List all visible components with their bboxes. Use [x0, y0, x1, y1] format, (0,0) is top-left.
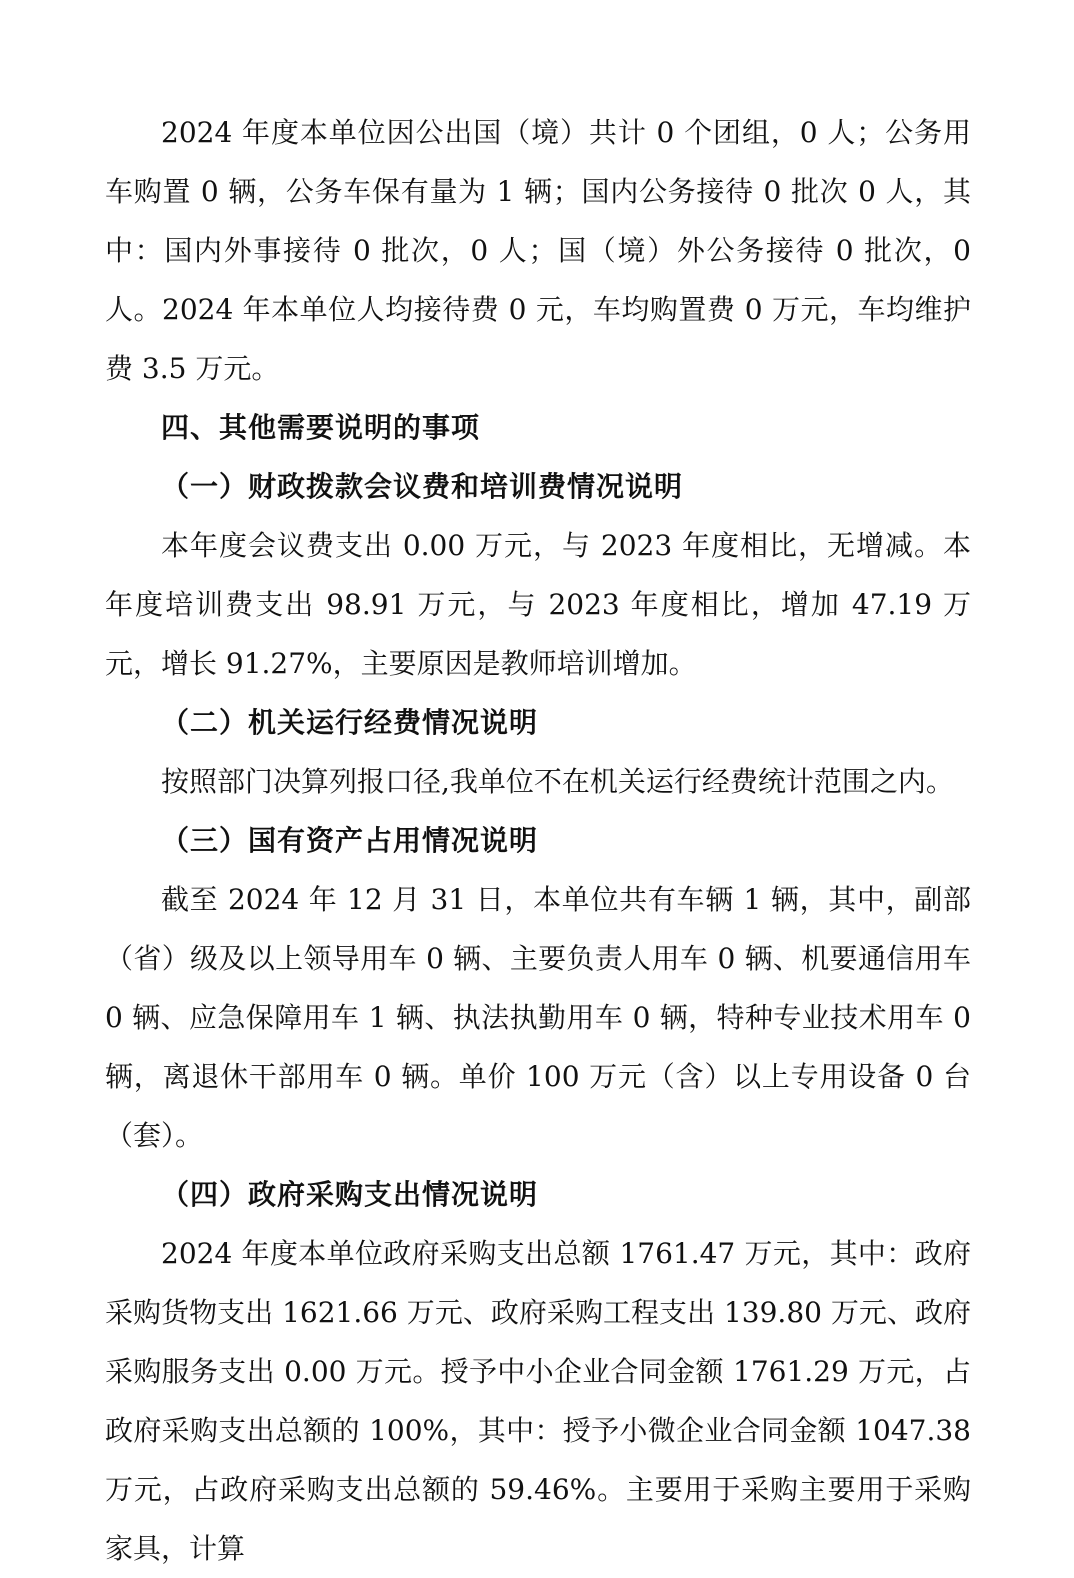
- paragraph-operating-expenses: 按照部门决算列报口径,我单位不在机关运行经费统计范围之内。: [161, 765, 954, 798]
- paragraph-government-procurement: 2024 年度本单位政府采购支出总额 1761.47 万元，其中：政府采购货物支出 1621.66 万元、政府采购工程支出 139.80 万元、政府采购服务支出 0.00 万元。授予中小企业合同金额 1761.29 万元，占政府采购支出总额的 100%，其中：授予小微企业合同金额 1047.38 万元，占政府采购支出总额的 59.46%。主要用于采购主要用于采购家具，计算: [105, 1237, 971, 1565]
- subheading-meeting-training-fees: （一）财政拨款会议费和培训费情况说明: [161, 470, 684, 503]
- paragraph-meeting-training-fees: 本年度会议费支出 0.00 万元，与 2023 年度相比，无增减。本年度培训费支出 98.91 万元，与 2023 年度相比，增加 47.19 万元，增长 91.27%，主要原因是教师培训增加。: [105, 529, 971, 680]
- paragraph-overseas-vehicles-reception: 2024 年度本单位因公出国（境）共计 0 个团组，0 人；公务用车购置 0 辆，公务车保有量为 1 辆；国内公务接待 0 批次 0 人，其中：国内外事接待 0 批次，0 人；国（境）外公务接待 0 批次，0 人。2024 年本单位人均接待费 0 元，车均购置费 0 万元，车均维护费 3.5 万元。: [105, 116, 971, 385]
- document-page: [105, 103, 971, 1578]
- subheading-state-assets: （三）国有资产占用情况说明: [161, 824, 539, 857]
- subheading-operating-expenses: （二）机关运行经费情况说明: [161, 706, 539, 739]
- section-heading-other-matters: 四、其他需要说明的事项: [161, 411, 481, 444]
- paragraph-state-assets: 截至 2024 年 12 月 31 日，本单位共有车辆 1 辆，其中，副部（省）级及以上领导用车 0 辆、主要负责人用车 0 辆、机要通信用车 0 辆、应急保障用车 1 辆、执法执勤用车 0 辆，特种专业技术用车 0 辆，离退休干部用车 0 辆。单价 100 万元（含）以上专用设备 0 台（套）。: [105, 883, 971, 1152]
- subheading-government-procurement: （四）政府采购支出情况说明: [161, 1178, 539, 1211]
